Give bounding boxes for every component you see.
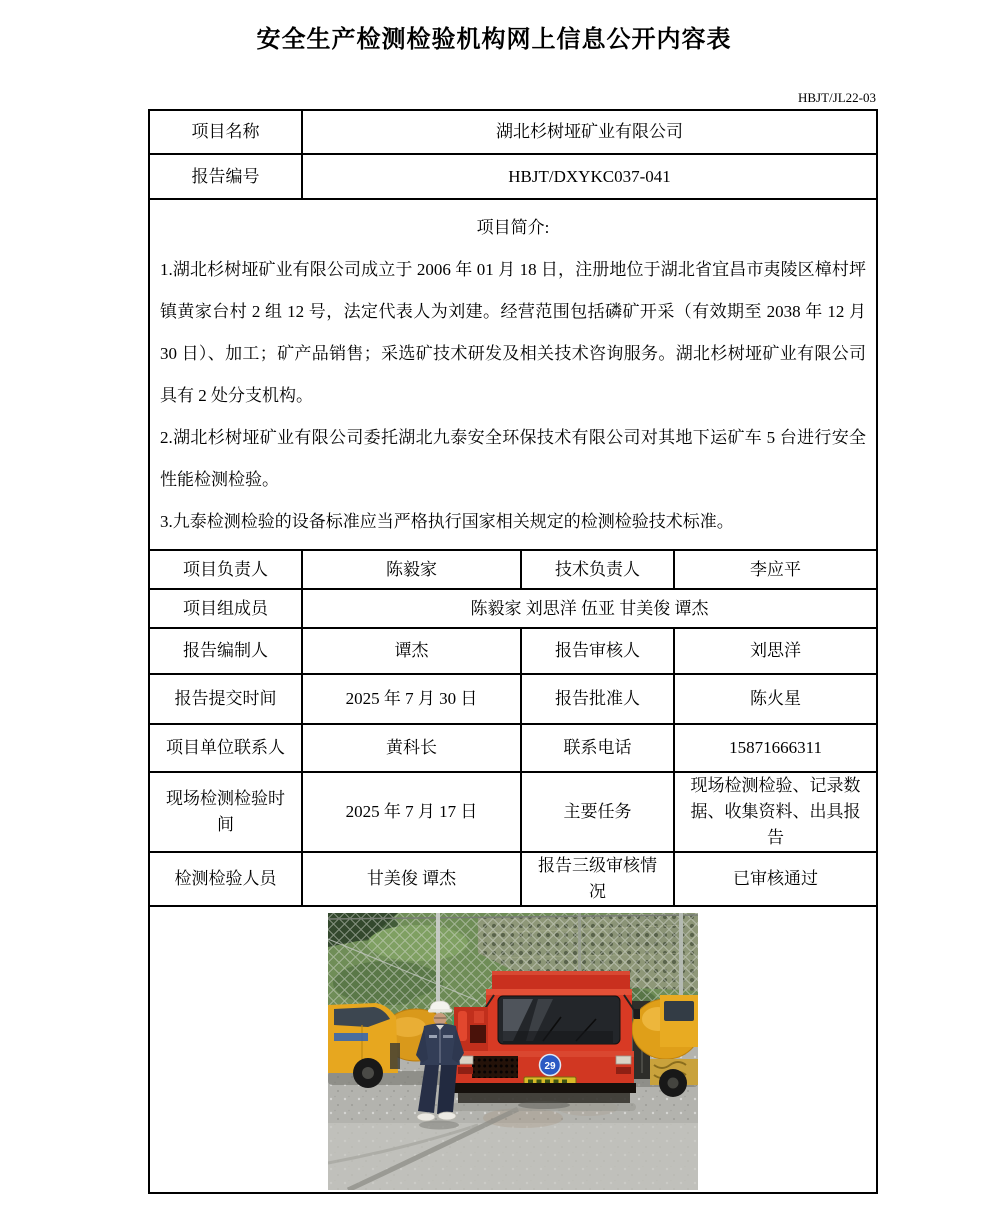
- intro-paragraph-1: 1.湖北杉树垭矿业有限公司成立于 2006 年 01 月 18 日，注册地位于湖北省宜昌市夷陵区樟村坪镇黄家台村 2 组 12 号，法定代表人为刘建。经营范围包括磷矿开采（有效期至 2038 年 12 月 30 日）、加工；矿产品销售；采选矿技术研发及相关技术咨询服务。湖北杉树垭矿业有限公司具有 2 处分支机构。: [160, 259, 867, 405]
- table-row-field-test: [149, 772, 877, 852]
- table-row-intro: [149, 199, 877, 550]
- tech-leader-value: 李应平: [674, 550, 877, 589]
- page-title: 安全生产检测检验机构网上信息公开内容表: [256, 27, 732, 53]
- table-row-team: [149, 589, 877, 628]
- inspectors-value: 甘美俊 谭杰: [302, 852, 521, 906]
- main-task-label: 主要任务: [521, 772, 674, 852]
- team-value: 陈毅家 刘思洋 伍亚 甘美俊 谭杰: [302, 589, 877, 628]
- table-row-contact: [149, 724, 877, 772]
- project-leader-label: 项目负责人: [149, 550, 302, 589]
- unit-contact-label: 项目单位联系人: [149, 724, 302, 772]
- inspectors-label: 检测检验人员: [149, 852, 302, 906]
- table-row-leaders: [149, 550, 877, 589]
- table-row-compile: [149, 628, 877, 674]
- report-reviewer-value: 刘思洋: [674, 628, 877, 674]
- table-row-personnel: [149, 852, 877, 906]
- intro-heading: 项目简介:: [476, 217, 550, 237]
- report-no-label: 报告编号: [149, 154, 302, 199]
- field-test-time-value: 2025 年 7 月 17 日: [302, 772, 521, 852]
- review-status-label: 报告三级审核情况: [521, 852, 674, 906]
- review-status-value: 已审核通过: [674, 852, 877, 906]
- table-row-report-no: [149, 154, 877, 199]
- project-name-value: 湖北杉树垭矿业有限公司: [302, 110, 877, 154]
- project-intro-cell: [149, 199, 877, 550]
- info-table: [148, 109, 878, 1194]
- phone-value: 15871666311: [674, 724, 877, 772]
- report-author-label: 报告编制人: [149, 628, 302, 674]
- approver-value: 陈火星: [674, 674, 877, 724]
- intro-paragraph-3: 3.九泰检测检验的设备标准应当严格执行国家相关规定的检测检验技术标准。: [160, 511, 734, 531]
- site-photo: [328, 913, 698, 1190]
- unit-contact-value: 黄科长: [302, 724, 521, 772]
- table-row-photo: [149, 906, 877, 1193]
- main-task-value: 现场检测检验、记录数据、收集资料、出具报告: [674, 772, 877, 852]
- site-photo-cell: [149, 906, 877, 1193]
- submit-time-value: 2025 年 7 月 30 日: [302, 674, 521, 724]
- table-row-project-name: [149, 110, 877, 154]
- field-test-time-label: 现场检测检验时间: [149, 772, 302, 852]
- intro-paragraph-2: 2.湖北杉树垭矿业有限公司委托湖北九泰安全环保技术有限公司对其地下运矿车 5 台进行安全性能检测检验。: [160, 427, 867, 489]
- doc-code: HBJT/JL22-03: [798, 90, 876, 105]
- project-leader-value: 陈毅家: [302, 550, 521, 589]
- approver-label: 报告批准人: [521, 674, 674, 724]
- submit-time-label: 报告提交时间: [149, 674, 302, 724]
- truck-number-badge: 29: [544, 1061, 556, 1072]
- phone-label: 联系电话: [521, 724, 674, 772]
- tech-leader-label: 技术负责人: [521, 550, 674, 589]
- table-row-submit: [149, 674, 877, 724]
- project-name-label: 项目名称: [149, 110, 302, 154]
- report-reviewer-label: 报告审核人: [521, 628, 674, 674]
- report-author-value: 谭杰: [302, 628, 521, 674]
- report-no-value: HBJT/DXYKC037-041: [302, 154, 877, 199]
- team-label: 项目组成员: [149, 589, 302, 628]
